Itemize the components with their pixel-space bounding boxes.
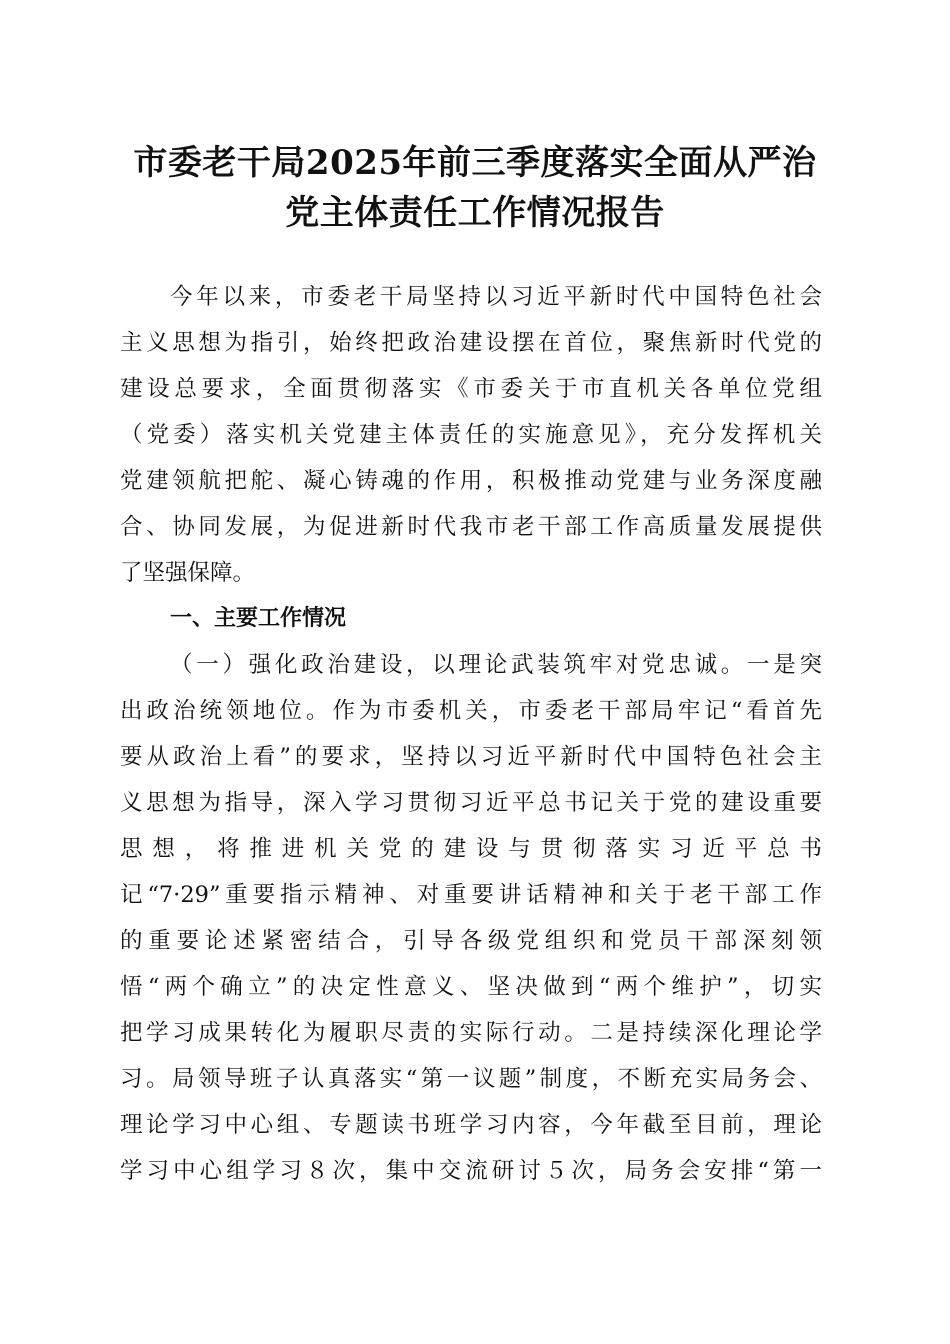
document-body <box>120 274 822 1194</box>
paragraph-line: （一）强化政治建设，以理论武装筑牢对党忠诚。一是突 <box>170 652 822 678</box>
paragraph-line: 习。局领导班子认真落实“第一议题”制度，不断充实局务会、 <box>120 1066 822 1092</box>
paragraph-line: 理论学习中心组、专题读书班学习内容，今年截至目前，理论 <box>120 1112 822 1138</box>
paragraph-line: 了坚强保障。 <box>120 560 256 586</box>
paragraph-line: 今年以来，市委老干局坚持以习近平新时代中国特色社会 <box>170 284 822 310</box>
section-heading: 一、主要工作情况 <box>170 606 347 631</box>
paragraph-line: （党委）落实机关党建主体责任的实施意见》，充分发挥机关 <box>120 422 822 448</box>
document-title <box>120 138 830 238</box>
paragraph-line: 出政治统领地位。作为市委机关，市委老干部局牢记“看首先 <box>120 698 822 724</box>
paragraph-line: 思想，将推进机关党的建设与贯彻落实习近平总书 <box>120 836 822 862</box>
title-line-2: 党主体责任工作情况报告 <box>285 193 665 233</box>
paragraph-line: 合、协同发展，为促进新时代我市老干部工作高质量发展提供 <box>120 514 822 540</box>
title-line-1: 市委老干局2025年前三季度落实全面从严治 <box>133 143 817 183</box>
paragraph-line: 党建领航把舵、凝心铸魂的作用，积极推动党建与业务深度融 <box>120 468 822 494</box>
paragraph-line: 记“7·29”重要指示精神、对重要讲话精神和关于老干部工作 <box>120 882 822 908</box>
paragraph-line: 建设总要求，全面贯彻落实《市委关于市直机关各单位党组 <box>120 376 822 402</box>
paragraph-line: 学习中心组学习８次，集中交流研讨５次，局务会安排“第一 <box>120 1158 822 1184</box>
paragraph-line: 的重要论述紧密结合，引导各级党组织和党员干部深刻领 <box>120 928 822 954</box>
paragraph-line: 义思想为指导，深入学习贯彻习近平总书记关于党的建设重要 <box>120 790 822 816</box>
paragraph-line: 要从政治上看”的要求，坚持以习近平新时代中国特色社会主 <box>120 744 822 770</box>
paragraph-line: 悟“两个确立”的决定性意义、坚决做到“两个维护”，切实 <box>120 974 822 1000</box>
paragraph-line: 把学习成果转化为履职尽责的实际行动。二是持续深化理论学 <box>120 1020 822 1046</box>
paragraph-line: 主义思想为指引，始终把政治建设摆在首位，聚焦新时代党的 <box>120 330 822 356</box>
